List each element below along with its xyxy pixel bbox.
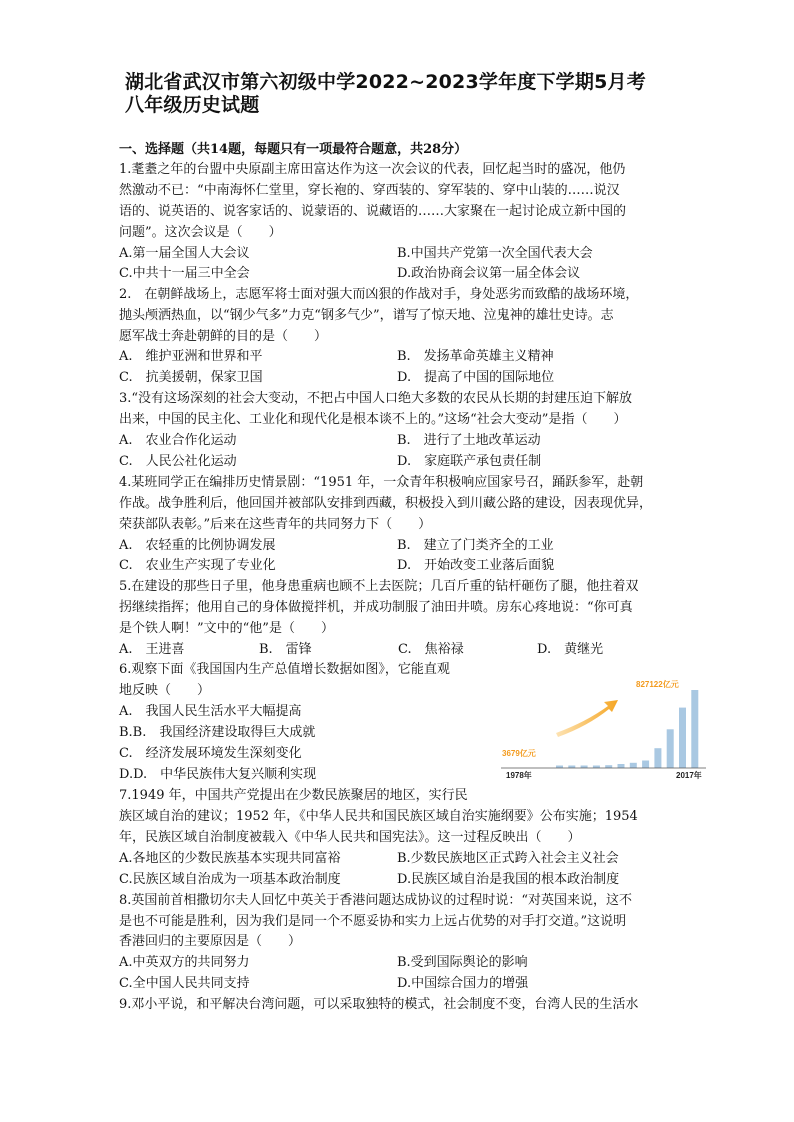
question-text-line: 2. 在朝鲜战场上，志愿军将士面对强大而凶狠的作战对手，身处恶劣而致酷的战场环境， [119,287,639,302]
option-a: A.第一届全国人大会议 [119,246,250,261]
question-text-line: 然激动不已：“中南海怀仁堂里，穿长袍的、穿西装的、穿军装的、穿中山装的……说汉 [119,183,620,198]
question-text-line: 年，民族区域自治制度被载入《中华人民共和国宪法》。这一过程反映出（ ） [119,830,581,845]
option-c: C.民族区域自治成为一项基本政治制度 [119,872,341,887]
gdp-bar [667,729,674,768]
option-b: B.少数民族地区正式跨入社会主义社会 [397,851,619,866]
gdp-bar [605,765,612,768]
question-text-line: 6.观察下面《我国国内生产总值增长数据如图》，它能直观 [119,662,450,677]
option-a: A.中英双方的共同努力 [119,955,250,970]
question-text-line: 语的、说英语的、说客家话的、说蒙语的、说藏语的……大家聚在一起讨论成立新中国的 [119,204,627,219]
question-text-line: 1.耄耋之年的台盟中央原副主席田富达作为这一次会议的代表，回忆起当时的盛况，他仍 [119,162,626,177]
option-a: A. 农轻重的比例协调发展 [119,538,276,553]
question-text-line: 作战。战争胜利后，他回国并被部队安排到西藏，积极投入到川藏公路的建设，因表现优异， [119,496,653,511]
question-text-line: 是也不可能是胜利，因为我们是同一个不愿妥协和实力上远占优势的对手打交道。”这说明 [119,914,627,929]
option-a: A. 王进喜 [119,642,185,657]
option-d: D.民族区域自治是我国的根本政治制度 [397,872,620,887]
question-text-line: 8.英国前首相撒切尔夫人回忆中英关于香港问题达成协议的过程时说：“对英国来说，这不 [119,893,633,908]
option-b: B.B. 我国经济建设取得巨大成就 [119,725,316,740]
option-d: D. 提高了中国的国际地位 [397,370,555,385]
option-b: B. 建立了门类齐全的工业 [397,538,554,553]
gdp-bar [679,708,686,768]
option-d: D.中国综合国力的增强 [397,976,529,991]
question-text-line: 4.某班同学正在编排历史情景剧：“1951 年，一众青年积极响应国家号召，踊跃参军，赴朝 [119,475,644,490]
option-b: B.中国共产党第一次全国代表大会 [397,246,593,261]
option-d: D.D. 中华民族伟大复兴顺利实现 [119,767,317,782]
option-c: C.中共十一届三中全会 [119,266,250,281]
option-c: C. 人民公社化运动 [119,454,237,469]
chart-end-value-label: 827122亿元 [636,680,679,689]
section-heading: 一、选择题（共14题，每题只有一项最符合题意，共28分） [119,142,468,157]
option-c: C. 焦裕禄 [398,642,464,657]
gdp-bar [630,763,637,768]
question-text-line: 9.邓小平说，和平解决台湾问题，可以采取独特的模式，社会制度不变，台湾人民的生活水 [119,997,639,1012]
exam-title-line2: 八年级历史试题 [125,94,260,116]
chart-x-label-end: 2017年 [676,771,702,780]
option-d: D. 黄继光 [537,642,604,657]
growth-arrow-icon [556,700,618,737]
option-b: B. 发扬革命英雄主义精神 [397,349,554,364]
option-a: A. 我国人民生活水平大幅提高 [119,704,302,719]
chart-x-label-start: 1978年 [506,771,532,780]
option-d: D. 开始改变工业落后面貌 [397,558,555,573]
question-text-line: 问题”。这次会议是（ ） [119,225,282,240]
question-text-line: 拐继续指挥；他用自己的身体做搅拌机，并成功制服了油田井喷。房东心疼地说：“你可真 [119,600,633,615]
question-text-line: 7.1949 年，中国共产党提出在少数民族聚居的地区，实行民 [119,788,468,803]
question-text-line: 族区域自治的建议；1952 年，《中华人民共和国民族区域自治实施纲要》公布实施；1954 [119,809,638,824]
option-b: B. 进行了土地改革运动 [397,433,541,448]
option-c: C. 农业生产实现了专业化 [119,558,276,573]
question-text-line: 抛头颅洒热血，以“钢少气多”力克“钢多气少”，谱写了惊天地、泣鬼神的雄壮史诗。志 [119,308,614,323]
option-d: D.政治协商会议第一届全体会议 [397,266,581,281]
question-text-line: 地反映（ ） [119,683,211,698]
gdp-bar [618,764,625,768]
gdp-bar [654,748,661,768]
gdp-bar [642,761,649,769]
option-c: C. 经济发展环境发生深刻变化 [119,746,302,761]
option-c: C. 抗美援朝，保家卫国 [119,370,263,385]
question-text-line: 是个铁人啊！”文中的“他”是（ ） [119,621,334,636]
question-text-line: 愿军战士奔赴朝鲜的目的是（ ） [119,329,328,344]
option-b: B.受到国际舆论的影响 [397,955,528,970]
option-d: D. 家庭联产承包责任制 [397,454,542,469]
chart-start-value-label: 3679亿元 [502,749,536,758]
question-text-line: 3.“没有这场深刻的社会大变动，不把占中国人口绝大多数的农民从长期的封建压迫下解放 [119,391,633,406]
question-text-line: 香港回归的主要原因是（ ） [119,934,302,949]
question-text-line: 5.在建设的那些日子里，他身患重病也顾不上去医院；几百斤重的钻杆砸伤了腿，他拄着双 [119,579,639,594]
exam-title-line1: 湖北省武汉市第六初级中学2022~2023学年度下学期5月考 [125,71,646,93]
option-b: B. 雷锋 [259,642,312,657]
option-a: A. 维护亚洲和世界和平 [119,349,263,364]
question-text-line: 荣获部队表彰。”后来在这些青年的共同努力下（ ） [119,517,432,532]
question-text-line: 出来，中国的民主化、工业化和现代化是根本谈不上的。”这场“社会大变动”是指（ ） [119,412,627,427]
gdp-bar [691,690,698,768]
option-a: A.各地区的少数民族基本实现共同富裕 [119,851,341,866]
option-c: C.全中国人民共同支持 [119,976,250,991]
option-a: A. 农业合作化运动 [119,433,237,448]
gdp-growth-chart [498,676,711,780]
